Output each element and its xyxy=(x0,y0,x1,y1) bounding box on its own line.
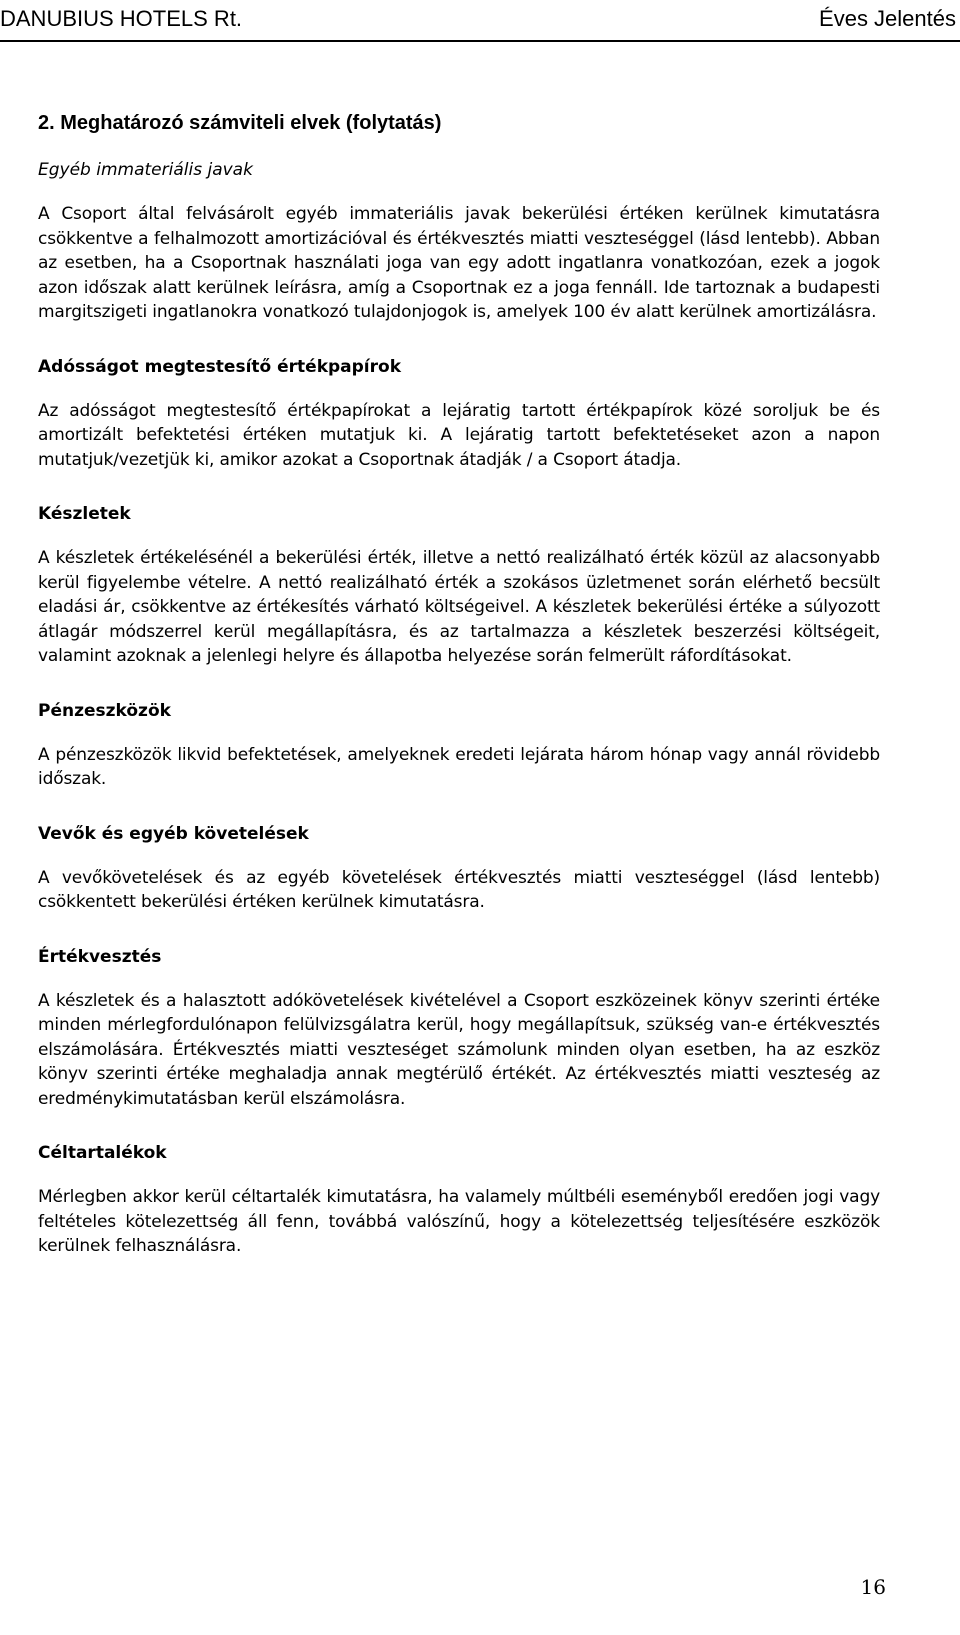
page-number: 16 xyxy=(860,1575,886,1599)
heading-provisions: Céltartalékok xyxy=(38,1143,167,1163)
section-title: 2. Meghatározó számviteli elvek (folytatás) xyxy=(38,112,442,134)
page-header xyxy=(0,6,960,40)
header-divider xyxy=(0,40,960,42)
heading-impairment: Értékvesztés xyxy=(38,946,162,967)
paragraph-cash: A pénzeszközök likvid befektetések, amelyeknek eredeti lejárata három hónap vagy annál rövidebb időszak. xyxy=(38,744,880,789)
paragraph-receivables: A vevőkövetelések és az egyéb követelések értékvesztés miatti veszteséggel (lásd lentebb) csökkentett bekerülési értéken kerülnek kimutatásra. xyxy=(38,867,880,912)
paragraph-intangible-assets: A Csoport által felvásárolt egyéb immateriális javak bekerülési értéken kerülnek kimutatásra csökkentve a felhalmozott amortizációval és értékvesztés miatti veszteséggel (lásd lentebb). Abban az esetben, ha a Csoportnak használati joga van egy adott ingatlanra vonatkozóan, ezek a jogok azon időszak alatt kerülnek leírásra, amíg a Csoportnak ez a joga fennáll. Ide tartoznak a budapesti margitszigeti ingatlanokra vonatkozó tulajdonjogok is, amelyek 100 év alatt kerülnek amortizálásra. xyxy=(38,204,880,322)
header-report-title: Éves Jelentés xyxy=(819,6,956,31)
header-company: DANUBIUS HOTELS Rt. xyxy=(0,6,243,31)
heading-cash: Pénzeszközök xyxy=(38,700,171,721)
heading-receivables: Vevők és egyéb követelések xyxy=(38,823,309,844)
heading-intangible-assets: Egyéb immateriális javak xyxy=(38,160,253,180)
heading-debt-securities: Adósságot megtestesítő értékpapírok xyxy=(38,356,402,377)
paragraph-impairment: A készletek és a halasztott adókövetelések kivételével a Csoport eszközeinek könyv szerinti értéke minden mérlegfordulónapon felülvizsgálatra kerül, hogy megállapítsuk, szükség van-e értékvesztés elszámolására. Értékvesztés miatti veszteséget számolunk minden olyan esetben, ha az eszköz könyv szerinti értéke meghaladja annak megtérülő értékét. Az értékvesztés miatti veszteség az eredménykimutatásban kerül elszámolásra. xyxy=(38,990,880,1109)
document-body xyxy=(38,110,880,1289)
paragraph-inventories: A készletek értékelésénél a bekerülési érték, illetve a nettó realizálható érték közül az alacsonyabb kerül figyelembe vételre. A nettó realizálható érték a szokásos üzletmenet során elérhető becsült eladási ár, csökkentve az értékesítés várható költségeivel. A készletek bekerülési értéke a súlyozott átlagár módszerrel kerül megállapításra, és az tartalmazza a készletek beszerzési költségeit, valamint azoknak a jelenlegi helyre és állapotba helyezése során felmerült ráfordításokat. xyxy=(38,548,880,666)
paragraph-provisions: Mérlegben akkor kerül céltartalék kimutatásra, ha valamely múltbéli eseményből eredően jogi vagy feltételes kötelezettség áll fenn, továbbá valószínű, hogy a kötelezettség teljesítésére eszközök kerülnek felhasználásra. xyxy=(38,1187,880,1256)
paragraph-debt-securities: Az adósságot megtestesítő értékpapírokat a lejáratig tartott értékpapírok közé soroljuk be és amortizált befektetési értéken mutatjuk ki. A lejáratig tartott befektetéseket azon a napon mutatjuk/vezetjük ki, amikor azokat a Csoportnak átadják / a Csoport átadja. xyxy=(38,400,880,470)
heading-inventories: Készletek xyxy=(38,504,131,524)
